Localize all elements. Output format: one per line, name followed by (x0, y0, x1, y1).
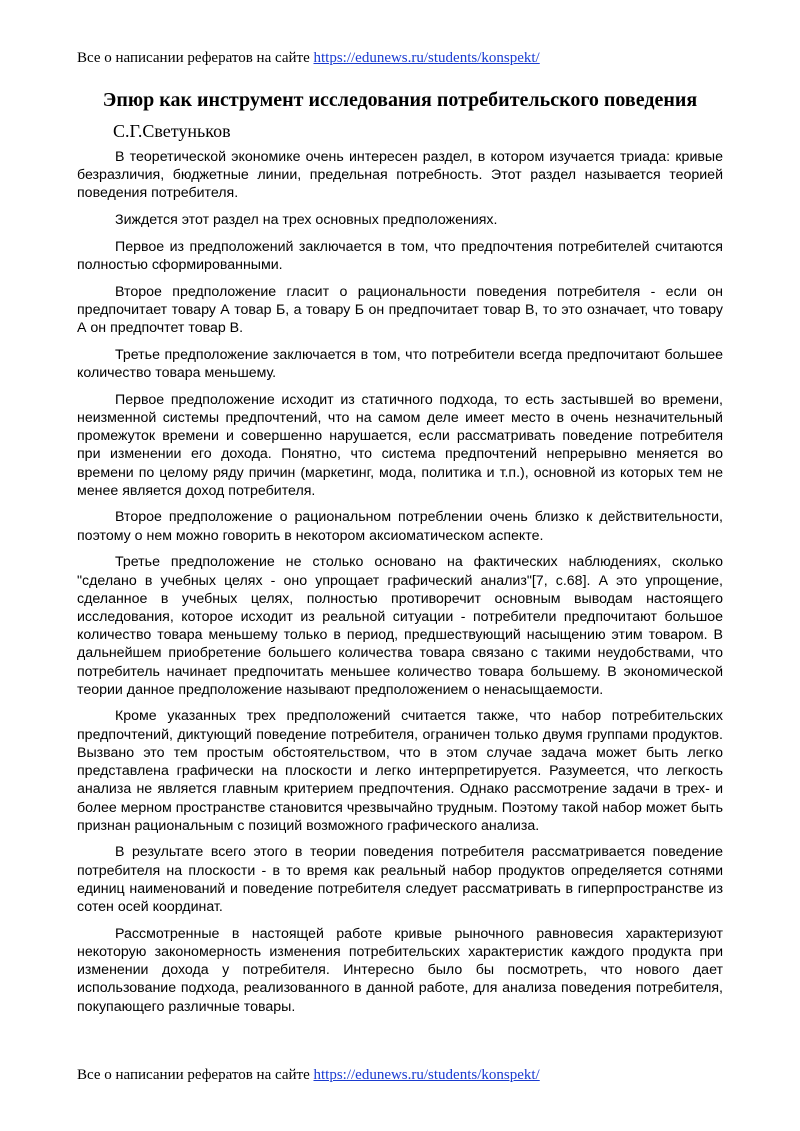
paragraph: Третье предположение не столько основано на фактических наблюдениях, сколько "сделано в учебных целях - оно упрощает графический анализ"[7, с.68]. А это упрощение, сделанное в учебных целях, полностью противоречит основным выводам настоящего исследования, которое исходит из реальной ситуации - потребители предпочитают большое количество товара меньшему только в период, предшествующий насыщению этим товаром. В дальнейшем приобретение большего количества товара связано с такими неудобствами, что потребитель начинает предпочитать меньшее количество товара большему. В экономической теории данное предположение называют предположением о ненасыщаемости. (77, 554, 723, 698)
paragraph: Рассмотренные в настоящей работе кривые рыночного равновесия характеризуют некоторую закономерность изменения потребительских характеристик каждого продукта при изменении дохода у потребителя. Интересно было бы посмотреть, что нового дает использование подхода, реализованного в данной работе, для анализа поведения потребителя, покупающего различные товары. (77, 925, 723, 1015)
paragraph: Зиждется этот раздел на трех основных предположениях. (115, 212, 498, 229)
page-footer (77, 1066, 540, 1084)
header-link[interactable]: https://edunews.ru/students/konspekt/ (313, 50, 540, 66)
document-title: Эпюр как инструмент исследования потребительского поведения (102, 89, 698, 111)
paragraph: Кроме указанных трех предположений считается также, что набор потребительских предпочтений, диктующий поведение потребителя, ограничен только двумя группами продуктов. Вызвано это тем простым обстоятельством, что в этом случае задача может быть легко представлена графически на плоскости и легко интерпретируется. Разумеется, что легкость анализа не является главным критерием предпочтения. Однако рассмотрение задачи в трех- и более мерном пространстве становится чрезвычайно трудным. Поэтому такой набор может быть признан рациональным с позиций возможного графического анализа. (77, 708, 723, 834)
footer-link[interactable]: https://edunews.ru/students/konspekt/ (313, 1067, 540, 1083)
paragraph: Первое предположение исходит из статичного подхода, то есть застывшей во времени, неизменной системы предпочтений, что на самом деле имеет место в очень незначительный промежуток времени и совершенно нарушается, если рассматривать поведение потребителя при изменении его дохода. Понятно, что система предпочтений непрерывно меняется во времени по целому ряду причин (маркетинг, мода, политика и т.п.), основной из которых тем не менее является доход потребителя. (77, 391, 723, 499)
paragraph: Первое из предположений заключается в том, что предпочтения потребителей считаются полностью сформированными. (77, 238, 723, 274)
page-header (77, 49, 540, 67)
header-text: Все о написании рефератов на сайте (77, 50, 314, 66)
paragraph: Второе предположение о рациональном потреблении очень близко к действительности, поэтому о нем можно говорить в некотором аксиоматическом аспекте. (77, 509, 723, 544)
paragraph: Второе предположение гласит о рациональности поведения потребителя - если он предпочитает товару А товар Б, а товару Б он предпочитает товар В, то это означает, что товару А он предпочтет товар В. (77, 283, 723, 337)
footer-text: Все о написании рефератов на сайте (77, 1067, 314, 1083)
document-author: С.Г.Светуньков (113, 121, 231, 141)
paragraph: В теоретической экономике очень интересен раздел, в котором изучается триада: кривые безразличия, бюджетные линии, предельная потребность. Этот раздел называется теорией поведения потребителя. (77, 149, 723, 202)
paragraph: В результате всего этого в теории поведения потребителя рассматривается поведение потребителя на плоскости - в то время как реальный набор продуктов определяется сотнями единиц наименований и поведение потребителя следует рассматривать в гиперпространстве из сотен осей координат. (77, 844, 723, 916)
paragraph: Третье предположение заключается в том, что потребители всегда предпочитают большее количество товара меньшему. (77, 346, 723, 382)
document-body (77, 148, 723, 1024)
